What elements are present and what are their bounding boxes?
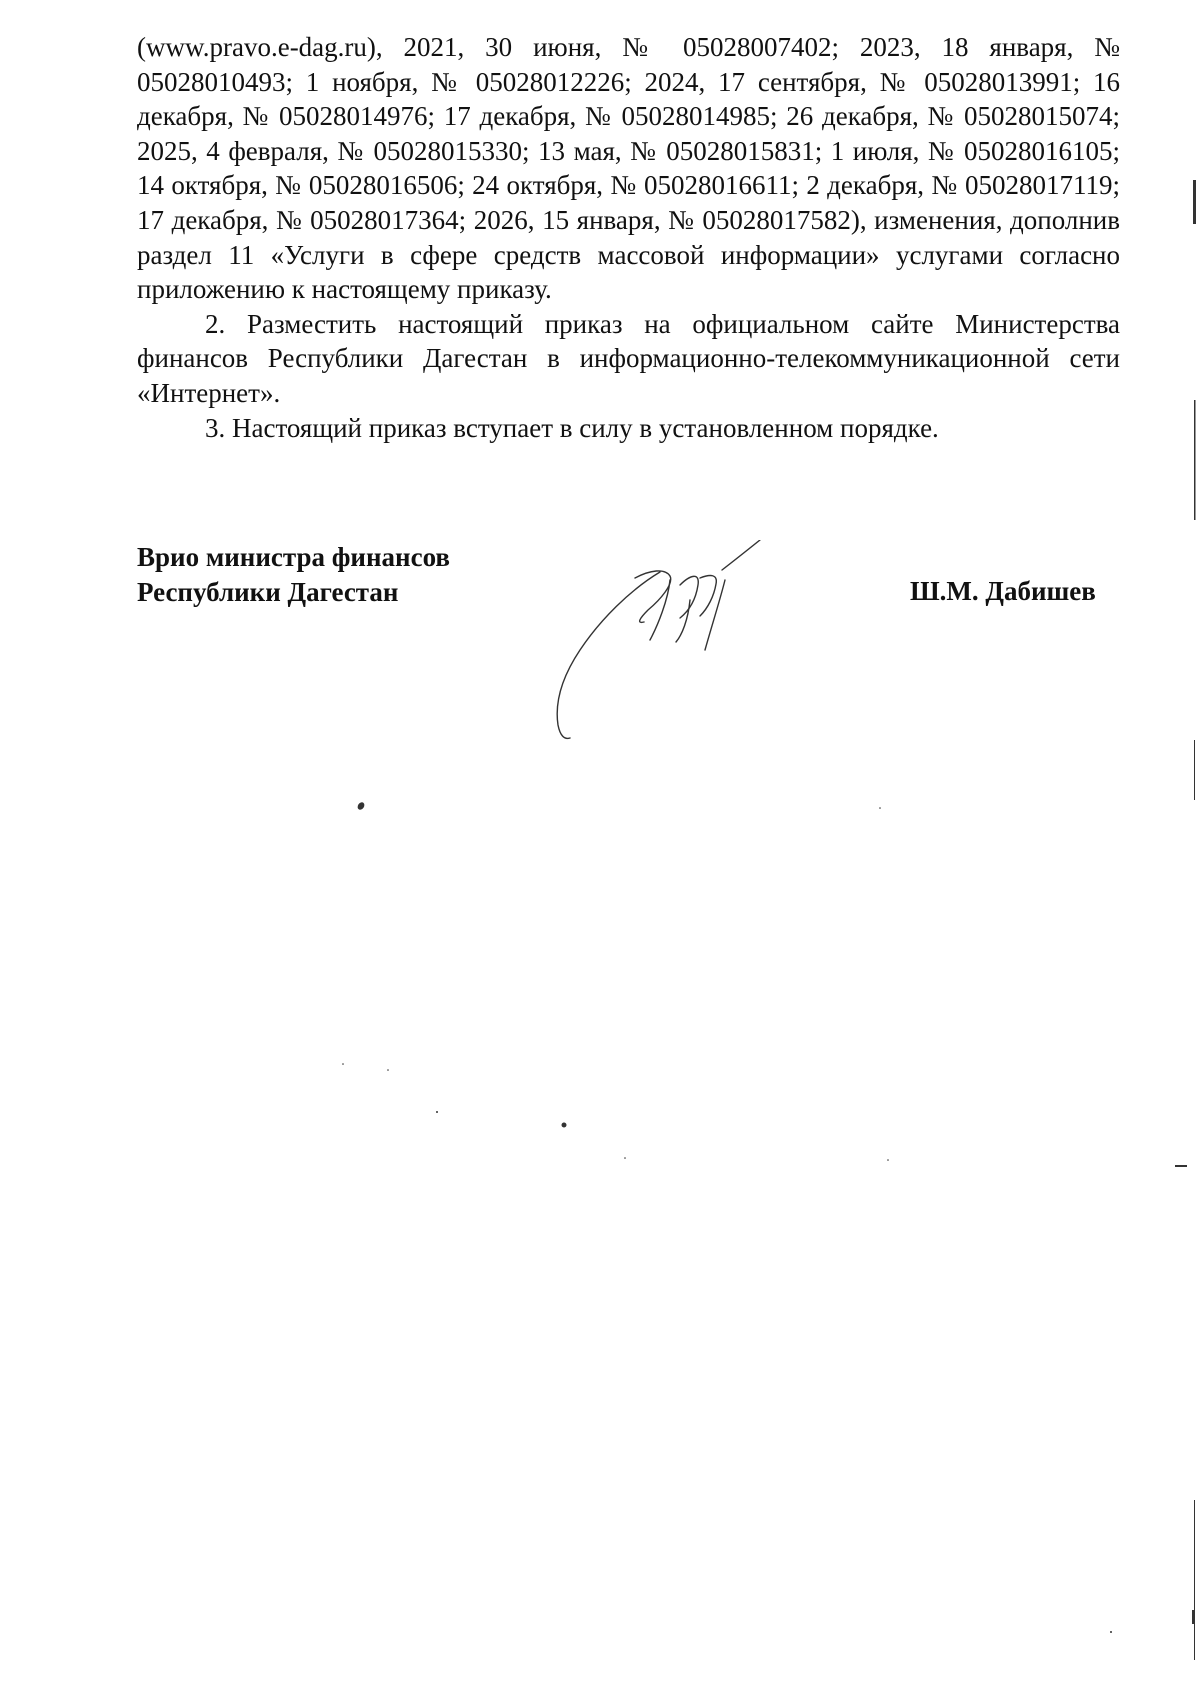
- signatory-position-line-2: Республики Дагестан: [137, 576, 399, 607]
- paragraph-item-2: 2. Разместить настоящий приказ на официальном сайте Министерства финансов Республики Дагестан в информационно-телекоммуникационной сети «Интернет».: [137, 308, 1120, 408]
- signatory-position: [137, 540, 450, 609]
- paragraph-item-3: 3. Настоящий приказ вступает в силу в установленном порядке.: [205, 412, 939, 443]
- handwritten-signature: [540, 540, 830, 750]
- paragraph-continuation: (www.pravo.e-dag.ru), 2021, 30 июня, № 05028007402; 2023, 18 января, № 05028010493; 1 ноября, № 05028012226; 2024, 17 сентября, № 05028013991; 16 декабря, № 05028014976; 17 декабря, № 05028014985; 26 декабря, № 05028015074; 2025, 4 февраля, № 05028015330; 13 мая, № 05028015831; 1 июля, № 05028016105; 14 октября, № 05028016506; 24 октября, № 05028016611; 2 декабря, № 05028017119; 17 декабря, № 05028017364; 2026, 15 января, № 05028017582), изменения, дополнив раздел 11 «Услуги в сфере средств массовой информации» услугами согласно приложению к настоящему приказу.: [137, 32, 1120, 305]
- signatory-name: Ш.М. Дабишев: [910, 576, 1096, 606]
- document-body: [137, 30, 1120, 445]
- signatory-position-line-1: Врио министра финансов: [137, 542, 450, 572]
